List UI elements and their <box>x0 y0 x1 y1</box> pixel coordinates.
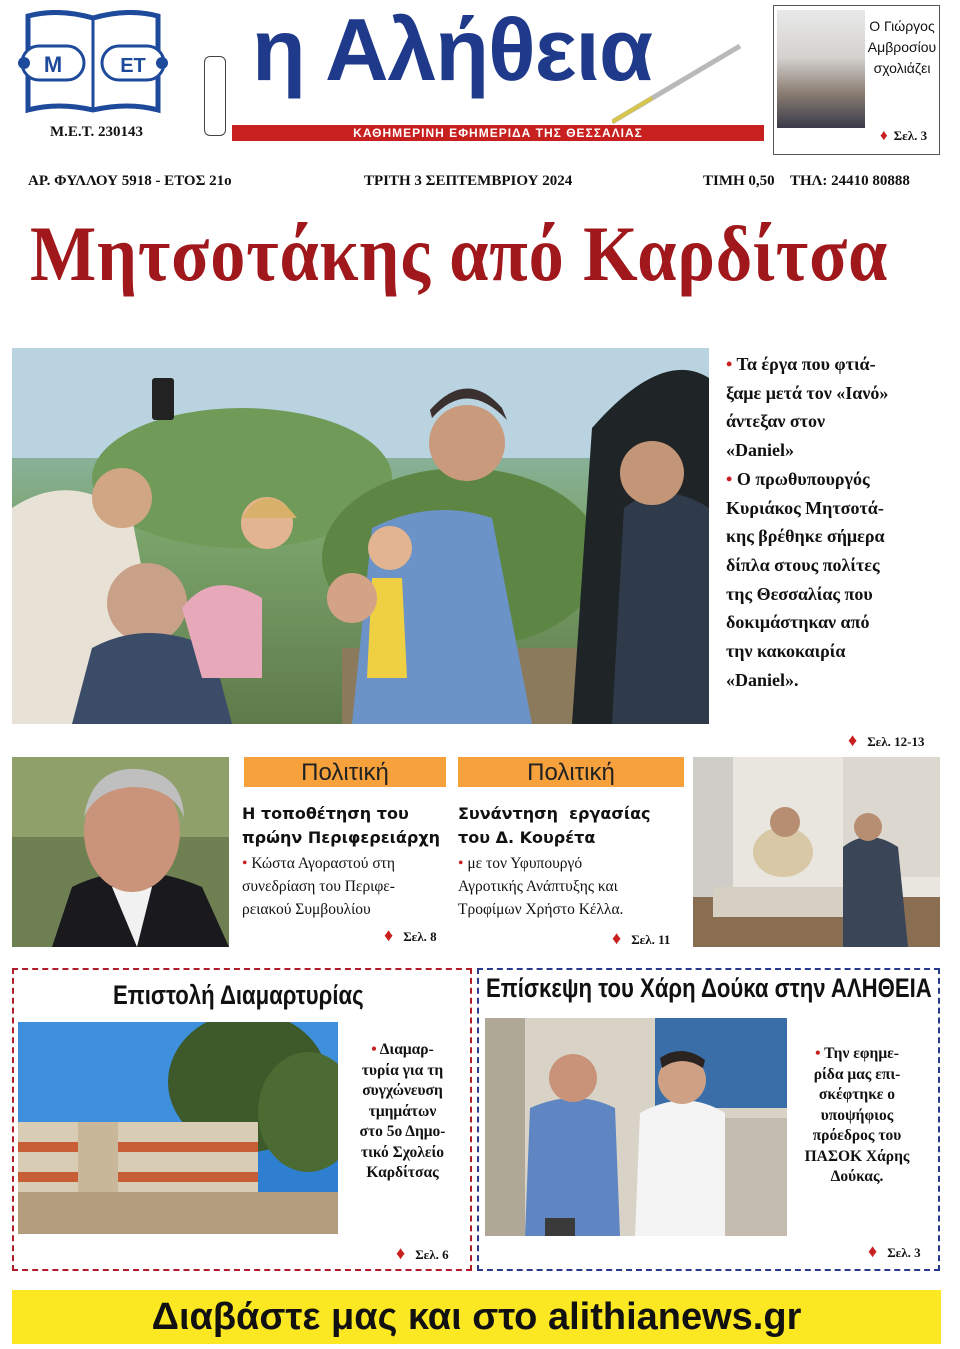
protest-text: • Διαμαρ- τυρία για τη συγχώνευση τμημάτων στο 5ο Δημο- τικό Σχολείο Καρδίτσας <box>359 1041 446 1181</box>
met-logo <box>18 10 168 125</box>
issue-number: ΑΡ. ΦΥΛΛΟΥ 5918 - ΕΤΟΣ 21ο <box>28 173 232 189</box>
main-headline[interactable]: Μητσοτάκης από Καρδίτσα <box>30 210 889 297</box>
politics1-title-line-2: πρώην Περιφερειάρχη <box>242 828 441 847</box>
protest-page-ref[interactable]: ♦ Σελ. 6 <box>396 1243 449 1263</box>
politics1-page-ref[interactable]: ♦ Σελ. 8 <box>384 925 437 945</box>
politics2-page-ref[interactable]: ♦ Σελ. 11 <box>612 928 671 948</box>
columnist-line-3: σχολιάζει <box>873 60 931 76</box>
agorastos-photo[interactable] <box>12 757 229 947</box>
bullet-icon: • <box>726 354 733 374</box>
main-story-text <box>726 350 941 694</box>
columnist-line-2: Αμβροσίου <box>867 39 937 55</box>
newspaper-title: η Αλήθεια <box>252 0 653 99</box>
politics2-title-line-2: του Δ. Κουρέτα <box>458 828 596 847</box>
issue-date: ΤΡΙΤΗ 3 ΣΕΠΤΕΜΒΡΙΟΥ 2024 <box>364 173 573 189</box>
bullet-icon: • <box>371 1041 377 1058</box>
diamond-icon: ♦ <box>880 128 888 144</box>
visit-text: • Την εφημε- ρίδα μας επι- σκέφτηκε ο υποψήφιος πρόεδρος του ΠΑΣΟΚ Χάρης Δούκας. <box>804 1045 910 1185</box>
tagline-bar: ΚΑΘΗΜΕΡΙΝΗ ΕΦΗΜΕΡΙΔΑ ΤΗΣ ΘΕΣΣΑΛΙΑΣ <box>232 125 764 141</box>
met-logo-left: M <box>43 52 63 77</box>
phone: ΤΗΛ: 24410 80888 <box>790 173 910 189</box>
protest-title: Επιστολή Διαμαρτυρίας <box>113 980 364 1010</box>
columnist-line-1: Ο Γιώργος <box>869 18 935 34</box>
section-tab-politics-1[interactable]: Πολιτική <box>244 757 446 787</box>
bullet-icon: • <box>458 855 464 872</box>
bullet-icon: • <box>726 468 733 489</box>
columnist-page-ref: ♦ Σελ. 3 <box>880 128 928 144</box>
main-bullet-1: • Τα έργα που φτιά- ξαμε μετά τον «Ιανό» άντεξαν στον «Daniel» <box>726 354 889 461</box>
main-story-page-ref[interactable]: ♦ Σελ. 12-13 <box>848 730 925 750</box>
school-photo[interactable] <box>18 1022 338 1234</box>
bullet-icon: • <box>815 1045 821 1062</box>
visit-title: Επίσκεψη του Χάρη Δούκα στην ΑΛΗΘΕΙΑ <box>486 973 932 1003</box>
columnist-caption <box>866 16 938 79</box>
visit-photo[interactable] <box>485 1018 787 1236</box>
politics1-title-line-1: Η τοποθέτηση του <box>242 804 409 823</box>
politics2-title-line-1: Συνάντηση εργασίας <box>458 804 651 823</box>
diamond-icon: ♦ <box>848 730 858 750</box>
politics-story-1[interactable]: Η τοποθέτηση του πρώην Περιφερειάρχη • Κώστα Αγοραστού στη συνεδρίαση του Περιφε- ρειακού Συμβουλίου <box>242 802 454 921</box>
met-code: Μ.Ε.Τ. 230143 <box>50 124 144 140</box>
diamond-icon: ♦ <box>612 928 622 948</box>
pen-icon <box>612 44 742 124</box>
politics-story-2[interactable]: Συνάντηση εργασίας του Δ. Κουρέτα • με τον Υφυπουργό Αγροτικής Ανάπτυξης και Τροφίμων Χρήστο Κέλλα. <box>458 802 688 921</box>
visit-page-ref[interactable]: ♦ Σελ. 3 <box>868 1241 921 1261</box>
diamond-icon: ♦ <box>396 1243 406 1263</box>
diamond-icon: ♦ <box>384 925 394 945</box>
bullet-icon: • <box>242 855 248 872</box>
met-logo-right: ET <box>120 55 146 77</box>
website-banner[interactable]: Διαβάστε μας και στο alithianews.gr <box>12 1290 941 1344</box>
section-tab-politics-2[interactable]: Πολιτική <box>458 757 684 787</box>
main-bullet-2: • Ο πρωθυπουργός Κυριάκος Μητσοτά- κης βρέθηκε σήμερα δίπλα στους πολίτες της Θεσσαλίας που δοκιμάστηκαν από την κακοκαιρία «Daniel». <box>726 468 885 690</box>
price: ΤΙΜΗ 0,50 <box>703 173 775 189</box>
certification-seal-icon <box>204 56 226 136</box>
columnist-photo <box>777 10 865 128</box>
meeting-photo[interactable] <box>693 757 940 947</box>
main-story-photo[interactable] <box>12 348 709 724</box>
diamond-icon: ♦ <box>868 1241 878 1261</box>
